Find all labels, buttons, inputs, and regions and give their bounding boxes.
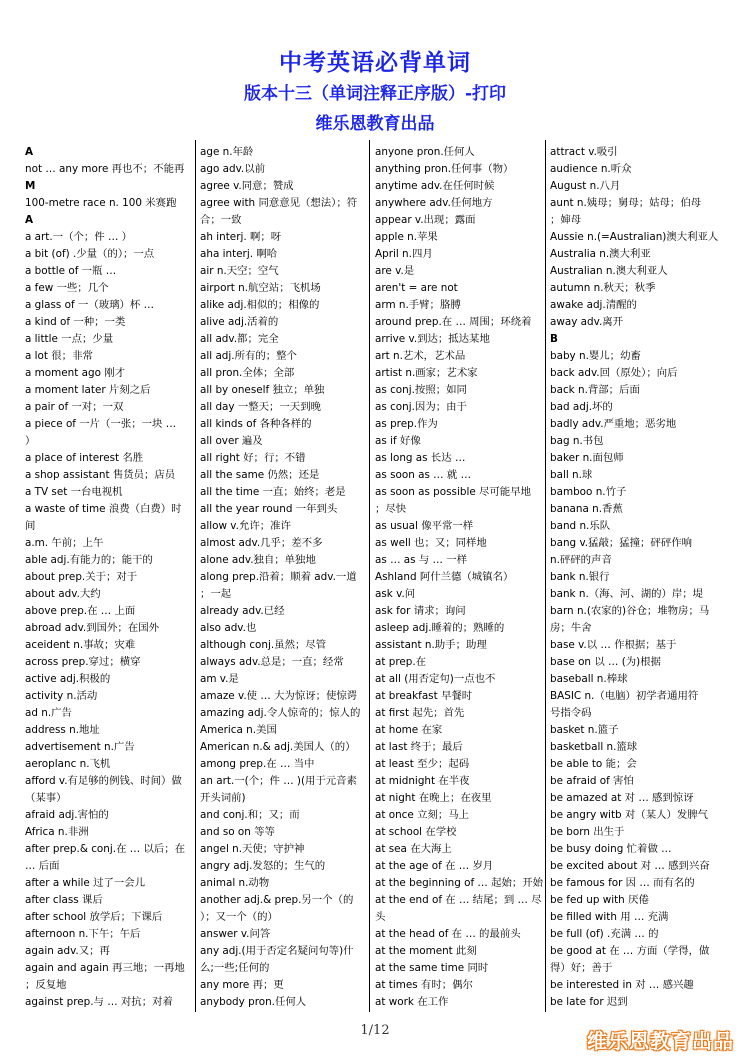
word-entry-line: a piece of 一片（一张；一块 …: [25, 418, 177, 430]
word-entry-line: as if 好像: [375, 435, 421, 447]
word-entry-line: be filled with 用 … 充满: [550, 911, 669, 923]
word-entry-line: Australia n.澳大利亚: [550, 248, 651, 260]
word-entry-line: （某事）: [25, 792, 67, 804]
word-entry-line: at work 在工作: [375, 996, 449, 1008]
word-entry-line: be famous for 因 … 而有名的: [550, 877, 695, 889]
word-entry-line: as conj.按照；如同: [375, 384, 467, 396]
word-entry-line: ）；又一个（的）: [200, 911, 278, 923]
word-entry-line: as usual 像平常一样: [375, 520, 474, 532]
word-entry-line: Ashland 阿什兰德（城镇名）: [375, 571, 514, 583]
word-entry-line: are v.是: [375, 265, 415, 277]
word-entry-line: banana n.香蕉: [550, 503, 623, 515]
word-entry-line: band n.乐队: [550, 520, 611, 532]
word-entry-line: baker n.面包师: [550, 452, 624, 464]
word-entry-line: awake adj.清醒的: [550, 299, 637, 311]
word-entry-line: afraid adj.害怕的: [25, 809, 109, 821]
word-column-1: [25, 144, 193, 1012]
word-entry-line: 么;一些;任何的: [200, 962, 270, 974]
word-entry-line: a pair of 一对；一双: [25, 401, 124, 413]
word-entry-line: basketball n.篮球: [550, 741, 638, 753]
word-entry-line: as conj.因为；由于: [375, 401, 467, 413]
word-entry-line: be excited about 对 … 感到兴奋: [550, 860, 710, 872]
word-entry-line: a art.一（个；件 … ）: [25, 231, 133, 243]
word-entry-line: afford v.有足够的例钱、时间）做: [25, 775, 182, 787]
word-entry-line: ）: [25, 435, 36, 447]
word-entry-line: around prep.在 … 周围；环绕着: [375, 316, 532, 328]
word-entry-line: August n.八月: [550, 180, 621, 192]
word-entry-line: ask v.问: [375, 588, 416, 600]
word-entry-line: 合；一致: [200, 214, 242, 226]
word-entry-line: appear v.出现；露面: [375, 214, 476, 226]
word-entry-line: be full (of) .充满 … 的: [550, 928, 659, 940]
word-entry-line: allow v.允许；准许: [200, 520, 291, 532]
letter-heading: M: [25, 180, 36, 192]
word-entry-line: America n.美国: [200, 724, 277, 736]
word-entry-line: address n.地址: [25, 724, 100, 736]
word-entry-line: after class 课后: [25, 894, 103, 906]
word-entry-line: angry adj.发怒的；生气的: [200, 860, 326, 872]
word-entry-line: be fed up with 厌倦: [550, 894, 649, 906]
page-number: 1/12: [360, 1023, 390, 1038]
word-entry-line: ；一起: [200, 588, 232, 600]
word-entry-line: 100-metre race n. 100 米赛跑: [25, 197, 177, 209]
word-entry-line: ask for 请求；询问: [375, 605, 466, 617]
word-entry-line: alive adj.活着的: [200, 316, 279, 328]
word-entry-line: airport n.航空站；飞机场: [200, 282, 321, 294]
word-entry-line: at breakfast 早餐时: [375, 690, 473, 702]
word-entry-line: at sea 在大海上: [375, 843, 452, 855]
word-entry-line: at times 有时；偶尔: [375, 979, 473, 991]
word-entry-line: at first 起先；首先: [375, 707, 465, 719]
word-entry-line: bag n.书包: [550, 435, 604, 447]
word-entry-line: 开头词前): [200, 792, 246, 804]
word-entry-line: animal n.动物: [200, 877, 270, 889]
word-entry-line: any adj.(用于否定名疑问句等)什: [200, 945, 354, 957]
word-entry-line: back adv.回（原处）；向后: [550, 367, 678, 379]
word-entry-line: alike adj.相似的；相像的: [200, 299, 320, 311]
document-subtitle: 版本十三（单词注释正序版）-打印: [243, 84, 507, 104]
word-entry-line: arm n.手臂；胳膊: [375, 299, 461, 311]
word-entry-line: at the moment 此刻: [375, 945, 477, 957]
word-entry-line: ah interj. 啊；呀: [200, 231, 282, 243]
word-entry-line: all the same 仍然；还是: [200, 469, 320, 481]
word-entry-line: audience n.听众: [550, 163, 632, 175]
word-entry-line: almost adv.几乎；差不多: [200, 537, 323, 549]
word-entry-line: am v.是: [200, 673, 239, 685]
word-entry-line: barn n.(农家的)谷仓；堆物房；马: [550, 605, 710, 617]
word-entry-line: at prep.在: [375, 656, 427, 668]
word-entry-line: a waste of time 浪费（白费）时: [25, 503, 182, 515]
word-entry-line: as well 也；又；同样地: [375, 537, 487, 549]
word-entry-line: 房；牛舍: [550, 622, 592, 634]
publisher-line: 维乐恩教育出品: [315, 114, 435, 134]
word-entry-line: be busy doing 忙着做 …: [550, 843, 672, 855]
word-entry-line: baseball n.棒球: [550, 673, 628, 685]
letter-heading: A: [25, 214, 34, 226]
word-entry-line: able adj.有能力的；能干的: [25, 554, 153, 566]
word-entry-line: Aussie n.(=Australian)澳大利亚人: [550, 231, 719, 243]
word-entry-line: at last 终于；最后: [375, 741, 463, 753]
word-entry-line: amazing adj.令人惊奇的；惊人的: [200, 707, 361, 719]
word-entry-line: above prep.在 … 上面: [25, 605, 136, 617]
word-entry-line: aceident n.事故；灾难: [25, 639, 136, 651]
word-entry-line: be late for 迟到: [550, 996, 628, 1008]
word-entry-line: at once 立刻；马上: [375, 809, 470, 821]
word-entry-line: a lot 很；非常: [25, 350, 93, 362]
word-entry-line: artist n.画家；艺术家: [375, 367, 478, 379]
word-entry-line: bang v.猛敲；猛撞；砰砰作响: [550, 537, 692, 549]
word-entry-line: as long as 长达 …: [375, 452, 466, 464]
document-title: 中考英语必背单词: [279, 50, 471, 76]
word-entry-line: all kinds of 各种各样的: [200, 418, 312, 430]
word-entry-line: ；尽快: [375, 503, 407, 515]
word-entry-line: another adj.& prep.另一个（的: [200, 894, 354, 906]
word-entry-line: bank n.（海、河、湖的）岸；堤: [550, 588, 704, 600]
word-list: [20, 144, 745, 1012]
word-entry-line: again adv.又；再: [25, 945, 110, 957]
word-entry-line: answer v.问答: [200, 928, 271, 940]
word-entry-line: a glass of 一（玻璃）杯 …: [25, 299, 155, 311]
word-entry-line: be able to 能；会: [550, 758, 637, 770]
word-entry-line: an art.一(个；件 … )(用于元音素: [200, 775, 357, 787]
word-entry-line: at school 在学校: [375, 826, 457, 838]
word-entry-line: anyone pron.任何人: [375, 146, 475, 158]
word-entry-line: active adj.积极的: [25, 673, 111, 685]
word-entry-line: base on 以 … (为)根据: [550, 656, 661, 668]
word-entry-line: all adv.都；完全: [200, 333, 279, 345]
word-entry-line: anytime adv.在任何时候: [375, 180, 495, 192]
word-entry-line: not … any more 再也不；不能再: [25, 163, 185, 175]
word-entry-line: base v.以 … 作根据；基于: [550, 639, 677, 651]
word-entry-line: a place of interest 名胜: [25, 452, 144, 464]
word-entry-line: be angry witb 对（某人）发脾气: [550, 809, 709, 821]
letter-heading: A: [25, 146, 34, 158]
word-entry-line: agree with 同意意见（想法）；符: [200, 197, 358, 209]
word-entry-line: be interested in 对 … 感兴趣: [550, 979, 694, 991]
word-entry-line: after prep.& conj.在 … 以后；在: [25, 843, 186, 855]
word-entry-line: autumn n.秋天；秋季: [550, 282, 656, 294]
word-column-4: [550, 144, 722, 1012]
word-entry-line: afternoon n.下午；午后: [25, 928, 141, 940]
word-entry-line: about adv.大约: [25, 588, 101, 600]
word-entry-line: anywhere adv.任何地方: [375, 197, 493, 209]
word-entry-line: air n.天空；空气: [200, 265, 279, 277]
word-entry-line: and so on 等等: [200, 826, 275, 838]
word-entry-line: as soon as … 就 …: [375, 469, 471, 481]
word-entry-line: a moment later 片刻之后: [25, 384, 151, 396]
word-entry-line: basket n.篮子: [550, 724, 619, 736]
word-entry-line: after school 放学后；下课后: [25, 911, 163, 923]
word-entry-line: a.m. 午前；上午: [25, 537, 104, 549]
word-entry-line: aunt n.姨母；舅母；姑母；伯母: [550, 197, 702, 209]
word-entry-line: a TV set 一台电视机: [25, 486, 123, 498]
word-entry-line: against prep.与 … 对抗；对着: [25, 996, 173, 1008]
word-entry-line: be amazed at 对 … 感到惊讶: [550, 792, 694, 804]
word-entry-line: a moment ago 刚才: [25, 367, 126, 379]
letter-heading: B: [550, 333, 558, 345]
word-entry-line: about prep.关于；对于: [25, 571, 138, 583]
word-entry-line: art n.艺术，艺术品: [375, 350, 466, 362]
word-entry-line: all over 遍及: [200, 435, 263, 447]
word-entry-line: American n.& adj.美国人（的）: [200, 741, 356, 753]
word-entry-line: at all (用否定句)一点也不: [375, 673, 496, 685]
publisher-watermark: 维乐恩教育出品: [587, 1029, 734, 1053]
word-entry-line: already adv.已经: [200, 605, 285, 617]
word-entry-line: alone adv.独自；单独地: [200, 554, 316, 566]
word-entry-line: a few 一些；几个: [25, 282, 109, 294]
word-entry-line: asleep adj.睡着的；熟睡的: [375, 622, 505, 634]
word-entry-line: at the same time 同时: [375, 962, 489, 974]
word-entry-line: all pron.全体；全部: [200, 367, 295, 379]
word-entry-line: ad n.广告: [25, 707, 72, 719]
word-entry-line: advertisement n.广告: [25, 741, 135, 753]
word-entry-line: aeroplanc n.飞机: [25, 758, 111, 770]
word-entry-line: as prep.作为: [375, 418, 438, 430]
word-entry-line: a bottle of 一瓶 …: [25, 265, 117, 277]
word-entry-line: activity n.活动: [25, 690, 98, 702]
word-entry-line: baby n.婴儿；幼畜: [550, 350, 641, 362]
word-entry-line: at the beginning of … 起始；开始: [375, 877, 544, 889]
word-entry-line: ago adv.以前: [200, 163, 266, 175]
word-entry-line: abroad adv.到国外；在国外: [25, 622, 159, 634]
word-entry-line: all the year round 一年到头: [200, 503, 338, 515]
word-entry-line: at the age of 在 … 岁月: [375, 860, 494, 872]
word-entry-line: aha interj. 啊哈: [200, 248, 278, 260]
word-entry-line: at least 至少；起码: [375, 758, 470, 770]
word-entry-line: again and again 再三地；一再地: [25, 962, 185, 974]
word-entry-line: bamboo n.竹子: [550, 486, 627, 498]
word-entry-line: Australian n.澳大利亚人: [550, 265, 668, 277]
word-entry-line: across prep.穿过；横穿: [25, 656, 141, 668]
word-entry-line: be afraid of 害怕: [550, 775, 634, 787]
word-entry-line: a shop assistant 售货员；店员: [25, 469, 176, 481]
word-entry-line: n.砰砰的声音: [550, 554, 612, 566]
word-entry-line: anything pron.任何事（物）: [375, 163, 514, 175]
word-entry-line: a bit (of) .少量（的）；一点: [25, 248, 155, 260]
word-entry-line: all day 一整天；一天到晚: [200, 401, 321, 413]
word-entry-line: Africa n.非洲: [25, 826, 89, 838]
word-entry-line: along prep.沿着；顺着 adv.一道: [200, 571, 357, 583]
word-entry-line: be good at 在 … 方面（学得，做: [550, 945, 710, 957]
word-entry-line: although conj.虽然；尽管: [200, 639, 327, 651]
word-entry-line: at night 在晚上；在夜里: [375, 792, 492, 804]
word-entry-line: any more 再；更: [200, 979, 284, 991]
word-entry-line: as soon as possible 尽可能早地: [375, 486, 531, 498]
word-entry-line: all right 好；行；不错: [200, 452, 306, 464]
word-entry-line: a kind of 一种；一类: [25, 316, 126, 328]
word-entry-line: April n.四月: [375, 248, 433, 260]
word-entry-line: as … as 与 … 一样: [375, 554, 468, 566]
word-entry-line: assistant n.助手；助理: [375, 639, 487, 651]
word-column-3: [375, 144, 545, 1012]
word-entry-line: … 后面: [25, 860, 60, 872]
word-entry-line: at home 在家: [375, 724, 443, 736]
word-entry-line: apple n.苹果: [375, 231, 438, 243]
word-entry-line: anybody pron.任何人: [200, 996, 307, 1008]
word-entry-line: bank n.银行: [550, 571, 610, 583]
word-entry-line: 得）好；善于: [550, 962, 613, 974]
word-entry-line: at the end of 在 … 结尾；到 … 尽: [375, 894, 542, 906]
word-entry-line: always adv.总是；一直；经常: [200, 656, 344, 668]
word-entry-line: 头: [375, 911, 386, 923]
word-entry-line: ball n.球: [550, 469, 593, 481]
word-entry-line: 间: [25, 520, 36, 532]
word-column-2: [200, 144, 368, 1012]
word-entry-line: BASIC n.（电脑）初学者通用符: [550, 690, 699, 702]
word-entry-line: all by oneself 独立；单独: [200, 384, 325, 396]
word-entry-line: a little 一点；少量: [25, 333, 114, 345]
word-entry-line: also adv.也: [200, 622, 257, 634]
word-entry-line: ；婶母: [550, 214, 582, 226]
word-entry-line: at the head of 在 … 的最前头: [375, 928, 521, 940]
word-entry-line: aren't = are not: [375, 282, 458, 294]
word-entry-line: angel n.天使；守护神: [200, 843, 305, 855]
word-entry-line: bad adj.坏的: [550, 401, 613, 413]
word-entry-line: be born 出生于: [550, 826, 625, 838]
word-entry-line: among prep.在 … 当中: [200, 758, 315, 770]
word-entry-line: badly adv.严重地；恶劣地: [550, 418, 677, 430]
word-entry-line: back n.背部；后面: [550, 384, 640, 396]
word-entry-line: arrive v.到达；抵达某地: [375, 333, 490, 345]
word-entry-line: attract v.吸引: [550, 146, 618, 158]
word-entry-line: amaze v.使 … 大为惊讶；使惊谔: [200, 690, 358, 702]
word-entry-line: age n.年龄: [200, 146, 254, 158]
word-entry-line: at midnight 在半夜: [375, 775, 470, 787]
word-entry-line: away adv.离开: [550, 316, 624, 328]
word-entry-line: and conj.和；又；而: [200, 809, 300, 821]
word-entry-line: 号指令码: [550, 707, 592, 719]
word-entry-line: all the time 一直；始终；老是: [200, 486, 346, 498]
word-entry-line: ；反复地: [25, 979, 67, 991]
word-entry-line: all adj.所有的；整个: [200, 350, 297, 362]
word-entry-line: after a while 过了一会儿: [25, 877, 146, 889]
word-entry-line: agree v.同意；赞成: [200, 180, 294, 192]
